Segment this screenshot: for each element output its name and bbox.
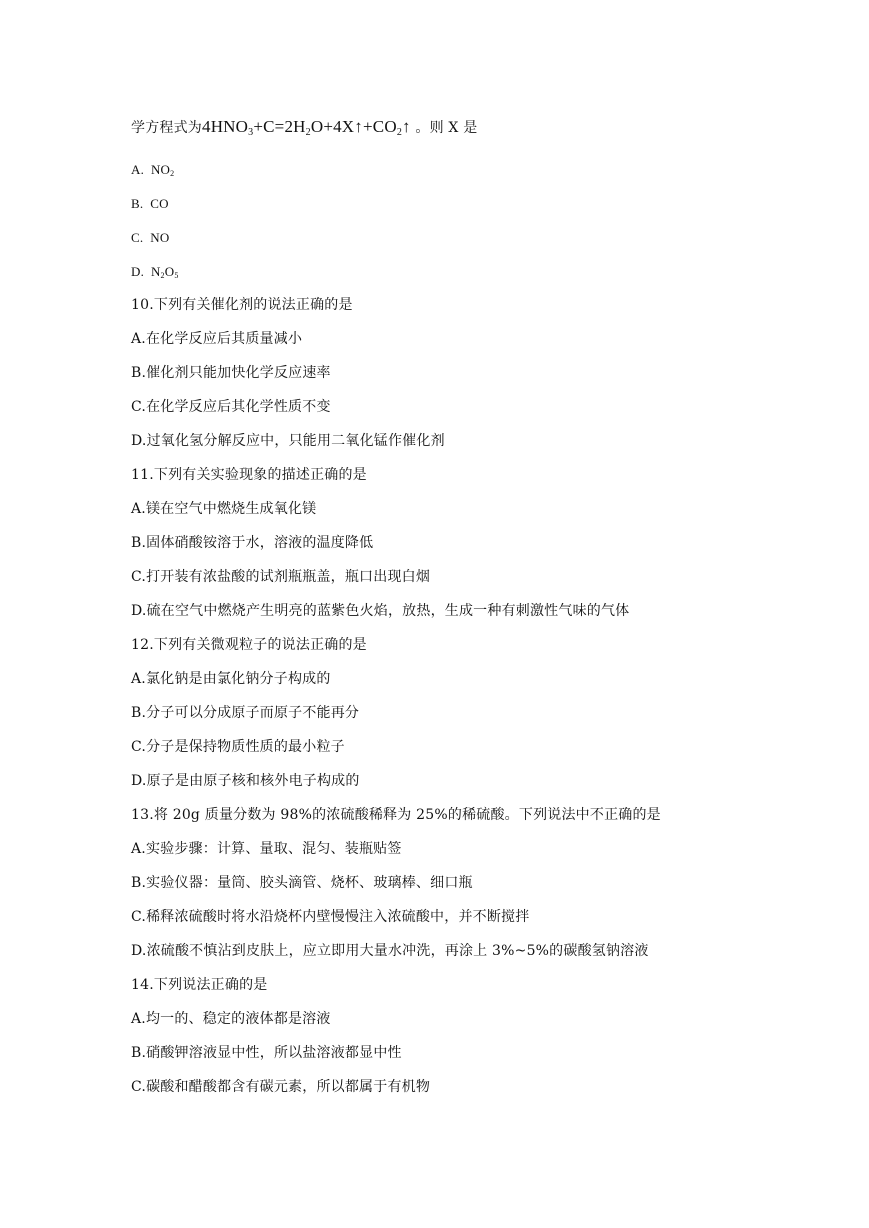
- equation-prefix: 学方程式为: [131, 120, 202, 136]
- q10-option-a: A.在化学反应后其质量减小: [131, 331, 303, 347]
- gas-arrow-icon: ↑: [402, 117, 411, 136]
- q11-option-a: A.镁在空气中燃烧生成氧化镁: [131, 501, 317, 517]
- equation-line: [131, 118, 477, 137]
- eq-sub: 3: [248, 127, 254, 138]
- option-sub: 2: [170, 169, 175, 178]
- option-text: NO: [150, 162, 171, 177]
- q14-option-b: B.硝酸钾溶液显中性，所以盐溶液都显中性: [131, 1045, 402, 1061]
- q11-option-d: D.硫在空气中燃烧产生明亮的蓝紫色火焰，放热，生成一种有刺激性气味的气体: [131, 603, 630, 619]
- equation-suffix: 。则 X 是: [410, 120, 478, 136]
- q10-option-c: C.在化学反应后其化学性质不变: [131, 399, 331, 415]
- question-12: 12.下列有关微观粒子的说法正确的是: [131, 637, 367, 653]
- q11-option-c: C.打开装有浓盐酸的试剂瓶瓶盖，瓶口出现白烟: [131, 569, 431, 585]
- eq-plus: +: [363, 117, 373, 136]
- q13-option-b: B.实验仪器：量筒、胶头滴管、烧杯、玻璃棒、细口瓶: [131, 875, 473, 891]
- q14-option-a: A.均一的、稳定的液体都是溶液: [131, 1011, 331, 1027]
- option-text: N: [150, 264, 161, 279]
- question-13: 13.将 20g 质量分数为 98%的浓硫酸稀释为 25%的稀硫酸。下列说法中不正确的是: [131, 807, 661, 823]
- q11-option-b: B.固体硝酸铵溶于水，溶液的温度降低: [131, 535, 374, 551]
- option-a: [131, 161, 174, 179]
- option-label: D.: [131, 264, 145, 279]
- option-c: [131, 229, 169, 247]
- chemical-equation: [202, 117, 411, 136]
- option-label: A.: [131, 162, 145, 177]
- option-label: B.: [131, 196, 144, 211]
- q14-option-c: C.碳酸和醋酸都含有碳元素，所以都属于有机物: [131, 1079, 431, 1095]
- q12-option-b: B.分子可以分成原子而原子不能再分: [131, 705, 360, 721]
- gas-arrow-icon: ↑: [354, 117, 363, 136]
- q13-option-a: A.实验步骤：计算、量取、混匀、装瓶贴签: [131, 841, 402, 857]
- q13-option-c: C.稀释浓硫酸时将水沿烧杯内壁慢慢注入浓硫酸中，并不断搅拌: [131, 909, 530, 925]
- eq-co: CO: [372, 117, 397, 136]
- option-text: NO: [150, 230, 170, 245]
- eq-hno3: 4HNO: [202, 117, 249, 136]
- q12-option-c: C.分子是保持物质性质的最小粒子: [131, 739, 345, 755]
- option-text: CO: [150, 196, 169, 211]
- eq-sub: 2: [305, 127, 311, 138]
- eq-o-x: O+4X: [310, 117, 355, 136]
- question-10: 10.下列有关催化剂的说法正确的是: [131, 297, 353, 313]
- question-11: 11.下列有关实验现象的描述正确的是: [131, 467, 367, 483]
- q10-option-b: B.催化剂只能加快化学反应速率: [131, 365, 331, 381]
- question-14: 14.下列说法正确的是: [131, 977, 268, 993]
- eq-c-h: +C=2H: [253, 117, 306, 136]
- q12-option-d: D.原子是由原子核和核外电子构成的: [131, 773, 360, 789]
- q12-option-a: A.氯化钠是由氯化钠分子构成的: [131, 671, 331, 687]
- eq-sub: 2: [396, 127, 403, 138]
- q10-option-d: D.过氧化氢分解反应中，只能用二氧化锰作催化剂: [131, 433, 445, 449]
- option-label: C.: [131, 230, 144, 245]
- option-d: [131, 263, 179, 281]
- option-sub: 2: [160, 271, 165, 280]
- q13-option-d: D.浓硫酸不慎沾到皮肤上，应立即用大量水冲洗，再涂上 3%~5%的碳酸氢钠溶液: [131, 943, 649, 959]
- option-sub: 5: [174, 271, 179, 280]
- option-b: [131, 195, 169, 213]
- option-text: O: [164, 264, 175, 279]
